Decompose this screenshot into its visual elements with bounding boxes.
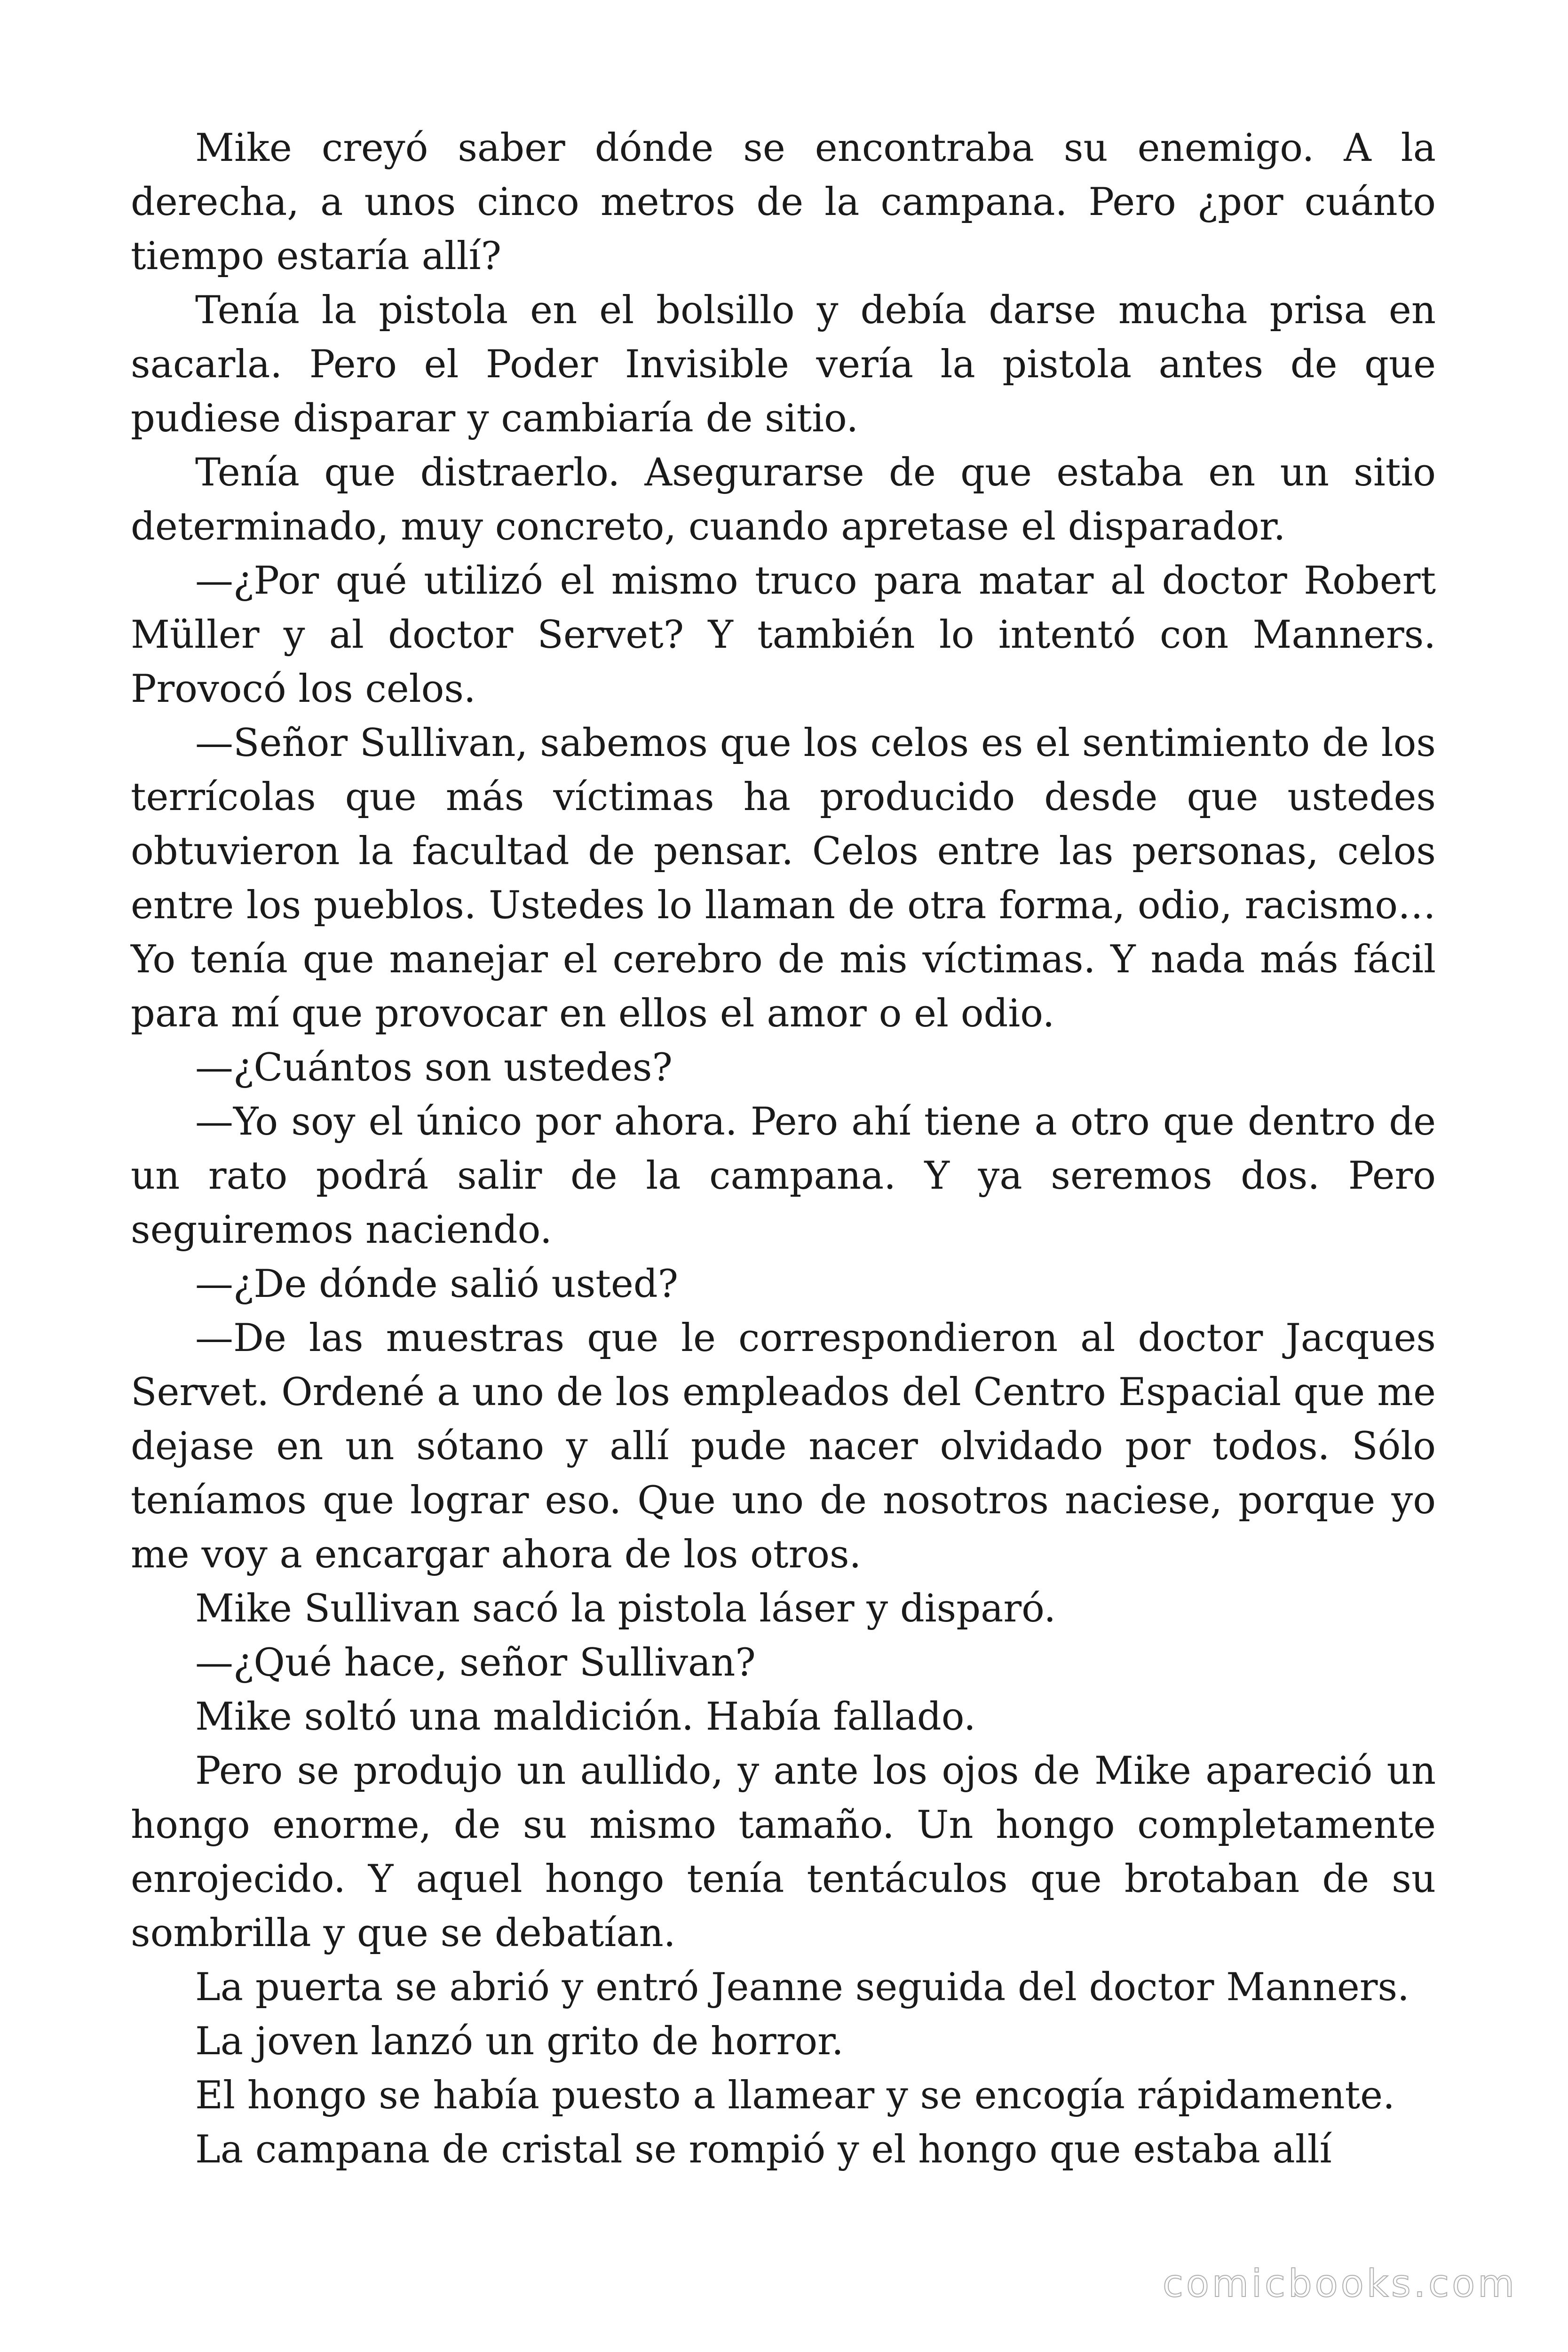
paragraph: Tenía que distraerlo. Asegurarse de que estaba en un sitio determinado, muy concreto, cuando apretase el disparador. [131,451,1436,549]
paragraph: —¿Cuántos son ustedes? [195,1046,673,1090]
paragraph: Mike Sullivan sacó la pistola láser y disparó. [195,1587,1056,1631]
body-text [131,121,1436,2177]
paragraph: —¿Por qué utilizó el mismo truco para matar al doctor Robert Müller y al doctor Servet? Y también lo intentó con Manners. Provocó los celos. [131,559,1436,711]
paragraph: Mike creyó saber dónde se encontraba su enemigo. A la derecha, a unos cinco metros de la campana. Pero ¿por cuánto tiempo estaría allí? [131,126,1436,278]
watermark: comicbooks.com [1162,2262,1517,2305]
paragraph: —De las muestras que le correspondieron al doctor Jacques Servet. Ordené a uno de los empleados del Centro Espacial que me dejase en un sótano y allí pude nacer olvidado por todos. Sólo teníamos que lograr eso. Que uno de nosotros naciese, porque yo me voy a encargar ahora de los otros. [131,1316,1436,1577]
paragraph: Mike soltó una maldición. Había fallado. [195,1695,976,1739]
paragraph: —Señor Sullivan, sabemos que los celos es el sentimiento de los terrícolas que más víctimas ha producido desde que ustedes obtuvieron la facultad de pensar. Celos entre las personas, celos entre los pueblos. Ustedes lo llaman de otra forma, odio, racismo… Yo tenía que manejar el cerebro de mis víctimas. Y nada más fácil para mí que provocar en ellos el amor o el odio. [131,721,1436,1036]
paragraph: La joven lanzó un grito de horror. [195,2019,844,2064]
paragraph: Pero se produjo un aullido, y ante los ojos de Mike apareció un hongo enorme, de su mismo tamaño. Un hongo completamente enrojecido. Y aquel hongo tenía tentáculos que brotaban de su sombrilla y que se debatían. [131,1749,1436,1955]
paragraph: Tenía la pistola en el bolsillo y debía darse mucha prisa en sacarla. Pero el Poder Invisible vería la pistola antes de que pudiese disparar y cambiaría de sitio. [131,288,1436,441]
paragraph: —Yo soy el único por ahora. Pero ahí tiene a otro que dentro de un rato podrá salir de la campana. Y ya seremos dos. Pero seguiremos naciendo. [131,1100,1436,1252]
paragraph: La puerta se abrió y entró Jeanne seguida del doctor Manners. [195,1965,1410,2010]
paragraph: La campana de cristal se rompió y el hongo que estaba allí [195,2128,1332,2172]
paragraph: —¿Qué hace, señor Sullivan? [195,1641,756,1685]
paragraph: El hongo se había puesto a llamear y se encogía rápidamente. [195,2074,1395,2118]
paragraph: —¿De dónde salió usted? [195,1262,679,1306]
